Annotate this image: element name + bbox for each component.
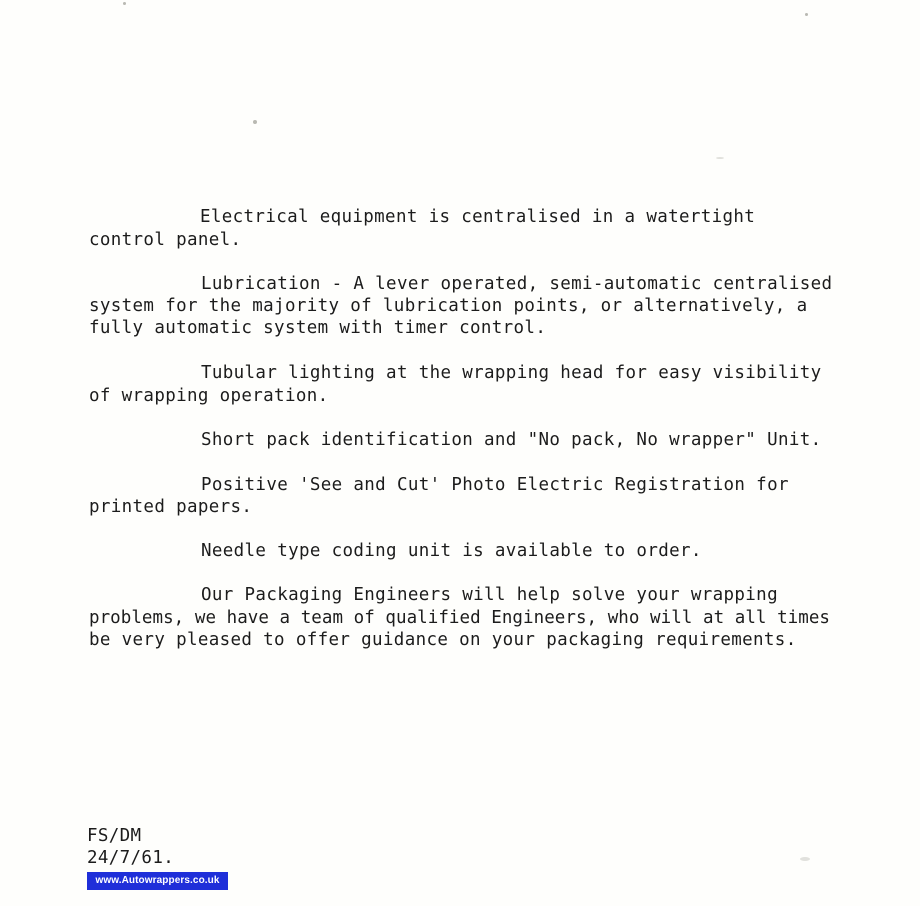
footer-initials: FS/DM	[87, 826, 142, 846]
website-watermark: www.Autowrappers.co.uk	[87, 872, 228, 890]
paper-speck	[800, 857, 810, 861]
paragraph-3-line-2: of wrapping operation.	[89, 386, 329, 406]
paper-speck	[253, 120, 257, 124]
paragraph-3-line-1: Tubular lighting at the wrapping head for easy visibility	[201, 363, 822, 383]
paragraph-7-line-2: problems, we have a team of qualified Engineers, who will at all times	[89, 608, 831, 628]
paragraph-5-line-2: printed papers.	[89, 497, 253, 517]
paragraph-7-line-1: Our Packaging Engineers will help solve your wrapping	[201, 585, 778, 605]
paper-speck	[123, 2, 126, 5]
footer-date: 24/7/61.	[87, 848, 175, 868]
paragraph-6-line-1: Needle type coding unit is available to order.	[201, 541, 702, 561]
paragraph-1-line-1: Electrical equipment is centralised in a watertight	[200, 207, 756, 227]
paragraph-7-line-3: be very pleased to offer guidance on your packaging requirements.	[89, 630, 797, 650]
paragraph-2-line-3: fully automatic system with timer control.	[89, 318, 547, 338]
paragraph-4-line-1: Short pack identification and "No pack, No wrapper" Unit.	[201, 430, 822, 450]
paper-speck	[805, 13, 808, 16]
paragraph-2-line-1: Lubrication - A lever operated, semi-automatic centralised	[201, 274, 833, 294]
paragraph-1-line-2: control panel.	[89, 230, 242, 250]
paragraph-2-line-2: system for the majority of lubrication points, or alternatively, a	[89, 296, 808, 316]
paragraph-5-line-1: Positive 'See and Cut' Photo Electric Registration for	[201, 475, 789, 495]
paper-speck	[716, 157, 724, 159]
